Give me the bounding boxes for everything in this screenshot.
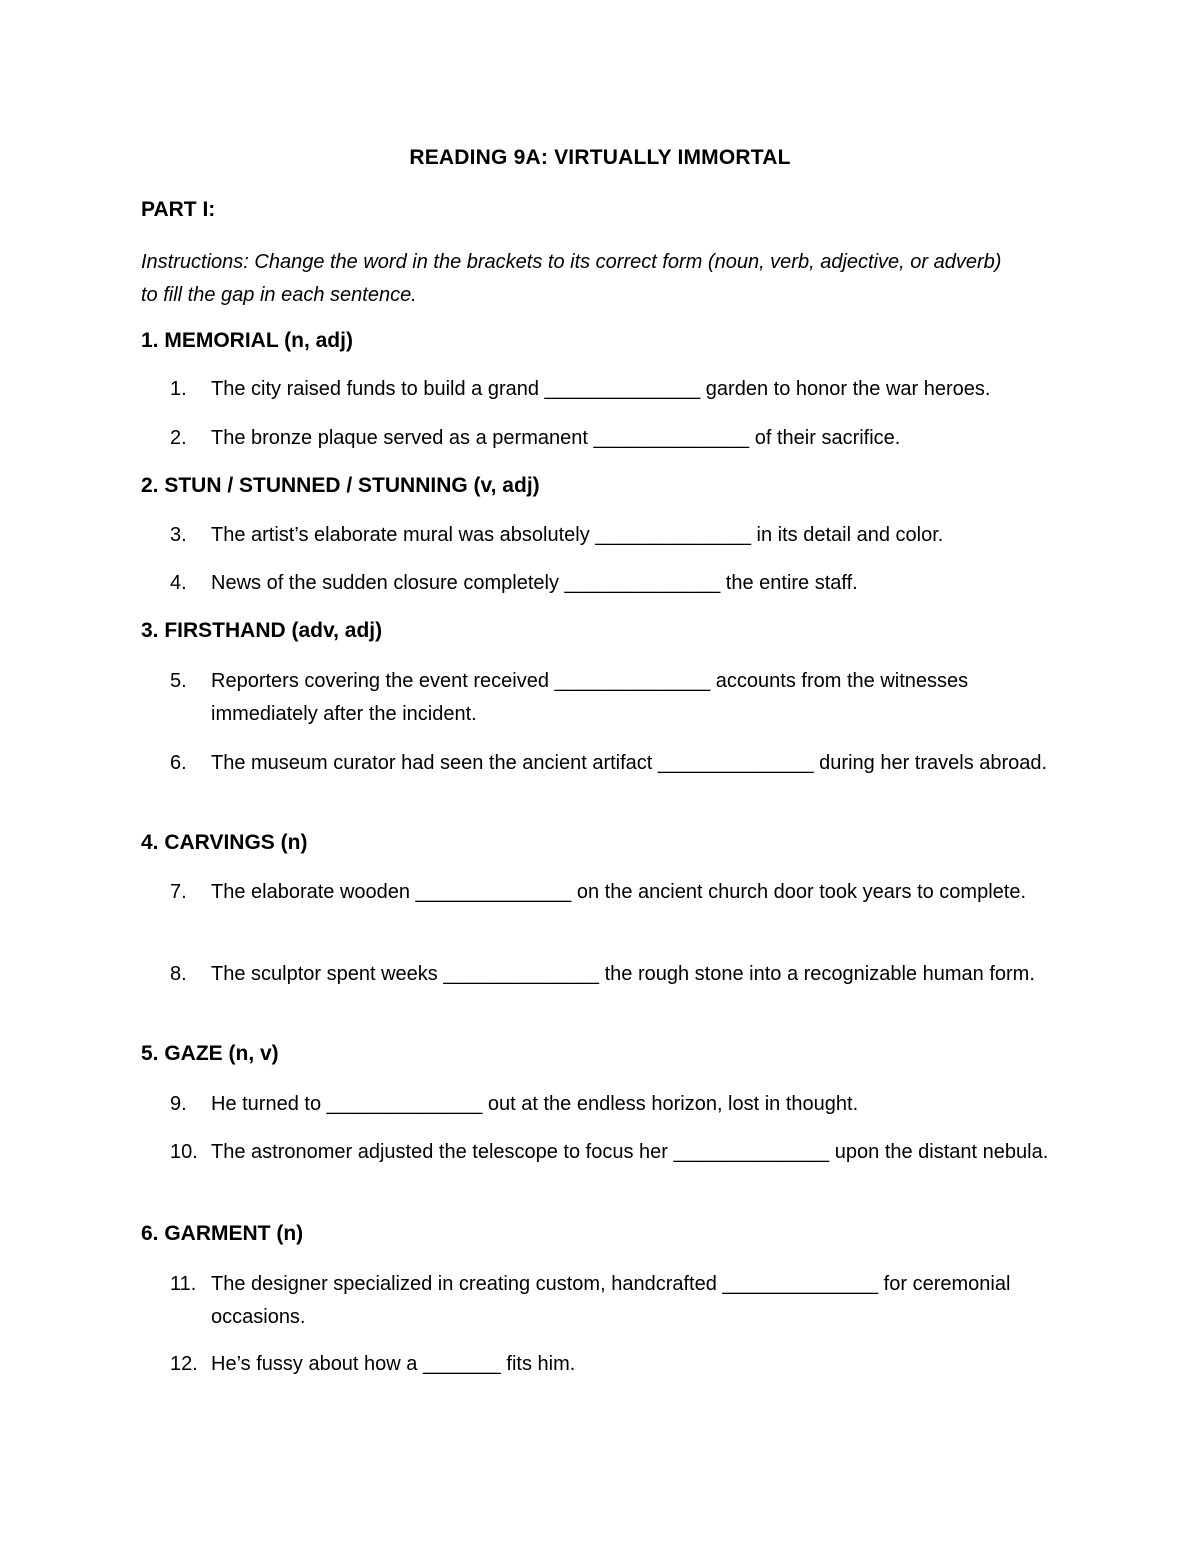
section-heading: 6. GARMENT (n) xyxy=(141,1222,304,1245)
section-heading: 1. MEMORIAL (n, adj) xyxy=(141,329,353,352)
item-number: 2. xyxy=(170,427,187,449)
document-title: READING 9A: VIRTUALLY IMMORTAL xyxy=(409,146,791,169)
item-text: News of the sudden closure completely ______________ the entire staff. xyxy=(211,572,858,594)
item-text: The sculptor spent weeks ______________ the rough stone into a recognizable human form. xyxy=(211,963,1035,985)
item-text: The bronze plaque served as a permanent ______________ of their sacrifice. xyxy=(211,427,901,449)
item-number: 12. xyxy=(170,1353,198,1375)
item-number: 10. xyxy=(170,1141,198,1163)
item-text: The city raised funds to build a grand ______________ garden to honor the war heroes. xyxy=(211,378,991,400)
section-heading: 3. FIRSTHAND (adv, adj) xyxy=(141,619,383,642)
section-heading: 2. STUN / STUNNED / STUNNING (v, adj) xyxy=(141,474,540,497)
item-text: He’s fussy about how a _______ fits him. xyxy=(211,1353,576,1375)
item-number: 1. xyxy=(170,378,187,400)
item-number: 9. xyxy=(170,1093,187,1115)
item-number: 8. xyxy=(170,963,187,985)
item-text: The astronomer adjusted the telescope to focus her ______________ upon the distant nebula. xyxy=(211,1141,1049,1163)
item-text: The elaborate wooden ______________ on the ancient church door took years to complete. xyxy=(211,881,1027,903)
section-heading: 5. GAZE (n, v) xyxy=(141,1042,279,1065)
section-heading: 4. CARVINGS (n) xyxy=(141,831,308,854)
item-number: 7. xyxy=(170,881,187,903)
item-number: 5. xyxy=(170,670,187,692)
item-text: The artist’s elaborate mural was absolutely ______________ in its detail and color. xyxy=(211,524,944,546)
item-text: The museum curator had seen the ancient artifact ______________ during her travels abroad. xyxy=(211,752,1048,774)
item-number: 11. xyxy=(170,1273,197,1295)
instructions-text: Instructions: Change the word in the brackets to its correct form (noun, verb, adjective, or adverb) to fill the gap in each sentence. xyxy=(141,251,1002,306)
item-number: 6. xyxy=(170,752,187,774)
item-number: 4. xyxy=(170,572,187,594)
part-heading: PART I: xyxy=(141,198,216,221)
item-text: He turned to ______________ out at the endless horizon, lost in thought. xyxy=(211,1093,859,1115)
item-number: 3. xyxy=(170,524,187,546)
item-text: The designer specialized in creating custom, handcrafted ______________ for ceremonial occasions. xyxy=(211,1273,1011,1328)
item-text: Reporters covering the event received ______________ accounts from the witnesses immediately after the incident. xyxy=(211,670,969,725)
